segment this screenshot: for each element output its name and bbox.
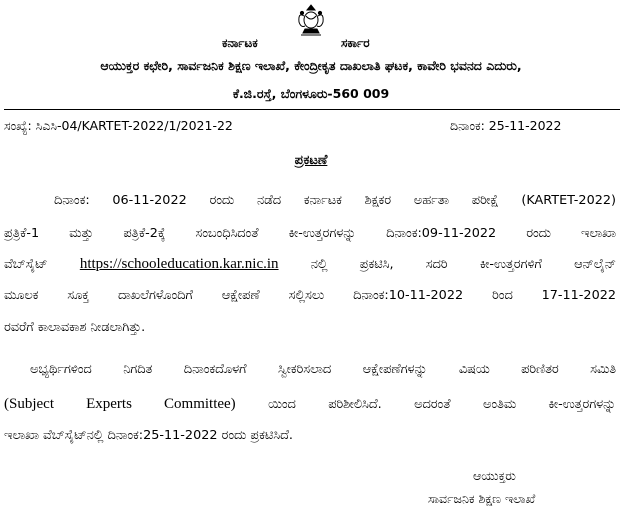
header-karnataka: ಕರ್ನಾಟಕ (222, 36, 258, 50)
office-address-line1: ಆಯುಕ್ತರ ಕಛೇರಿ, ಸಾರ್ವಜನಿಕ ಶಿಕ್ಷಣ ಇಲಾಖೆ, ಕೇಂದ್ರೀಕೃತ ದಾಖಲಾತಿ ಘಟಕ, ಕಾವೇರಿ ಭವನದ ಎದುರು, (100, 58, 522, 73)
header-divider (4, 109, 620, 110)
paragraph1-line3 (4, 256, 616, 273)
paragraph1-line3-suffix: ನಲ್ಲಿ ಪ್ರಕಟಿಸಿ, ಸದರಿ ಕೀ-ಉತ್ತರಗಳಿಗೆ ಆನ್‌ಲೈನ್ (310, 257, 616, 272)
notice-title: ಪ್ರಕಟಣೆ (294, 153, 328, 168)
header-government: ಸರ್ಕಾರ (341, 36, 370, 50)
signatory-title: ಆಯುಕ್ತರು (473, 468, 516, 483)
department-website-link[interactable]: https://schooleducation.kar.nic.in (79, 256, 279, 272)
paragraph2-line3: ಇಲಾಖಾ ವೆಬ್‌ಸೈಟ್‌ನಲ್ಲಿ ದಿನಾಂಕ:25-11-2022 ರಂದು ಪ್ರಕಟಿಸಿದೆ. (4, 428, 293, 443)
state-emblem-icon (293, 2, 329, 38)
committee-english-name: (Subject Experts Committee) (4, 396, 236, 412)
paragraph1-line5: ರವರೆಗೆ ಕಾಲಾವಕಾಶ ನೀಡಲಾಗಿತ್ತು. (4, 320, 146, 335)
reference-number: ಸಂಖ್ಯೆ: ಸಿಎಸಿ-04/KARTET-2022/1/2021-22 (4, 118, 233, 133)
paragraph2-line1 (4, 362, 616, 377)
office-address-line2: ಕೆ.ಜಿ.ರಸ್ತೆ, ಬೆಂಗಳೂರು-560 009 (232, 86, 390, 101)
reference-date: ದಿನಾಂಕ: 25-11-2022 (450, 118, 562, 133)
paragraph2-line2 (4, 396, 616, 413)
paragraph2-line2-text: ಯಿಂದ ಪರಿಶೀಲಿಸಿದೆ. ಅದರಂತೆ ಅಂತಿಮ ಕೀ-ಉತ್ತರಗಳನ್ನು (268, 397, 616, 412)
paragraph1-line3-prefix: ವೆಬ್‌ಸೈಟ್ (4, 257, 48, 272)
paragraph1-line1 (4, 193, 616, 208)
paragraph1-line4: ಮೂಲಕ ಸೂಕ್ತ ದಾಖಲೆಗಳೊಂದಿಗೆ ಆಕ್ಷೇಪಣೆ ಸಲ್ಲಿಸಲು ದಿನಾಂಕ:10-11-2022 ರಿಂದ 17-11-2022 (4, 288, 616, 303)
paragraph1-line1-text: ದಿನಾಂಕ: 06-11-2022 ರಂದು ನಡೆದ ಕರ್ನಾಟಕ ಶಿಕ್ಷಕರ ಅರ್ಹತಾ ಪರೀಕ್ಷೆ (KARTET-2022) (54, 193, 616, 208)
paragraph2-line1-text: ಅಭ್ಯರ್ಥಿಗಳಿಂದ ನಿಗದಿತ ದಿನಾಂಕದೊಳಗೆ ಸ್ವೀಕರಿಸಲಾದ ಆಕ್ಷೇಪಣೆಗಳನ್ನು ವಿಷಯ ಪರಿಣಿತರ ಸಮಿತಿ (30, 362, 616, 377)
paragraph1-line2: ಪ್ರತ್ರಿಕೆ-1 ಮತ್ತು ಪತ್ರಿಕೆ-2ಕ್ಕೆ ಸಂಬಂಧಿಸಿದಂತೆ ಕೀ-ಉತ್ತರಗಳನ್ನು ದಿನಾಂಕ:09-11-2022 ರಂದು ಇಲಾಖಾ (4, 226, 616, 241)
signatory-department: ಸಾರ್ವಜನಿಕ ಶಿಕ್ಷಣ ಇಲಾಖೆ (428, 491, 536, 506)
